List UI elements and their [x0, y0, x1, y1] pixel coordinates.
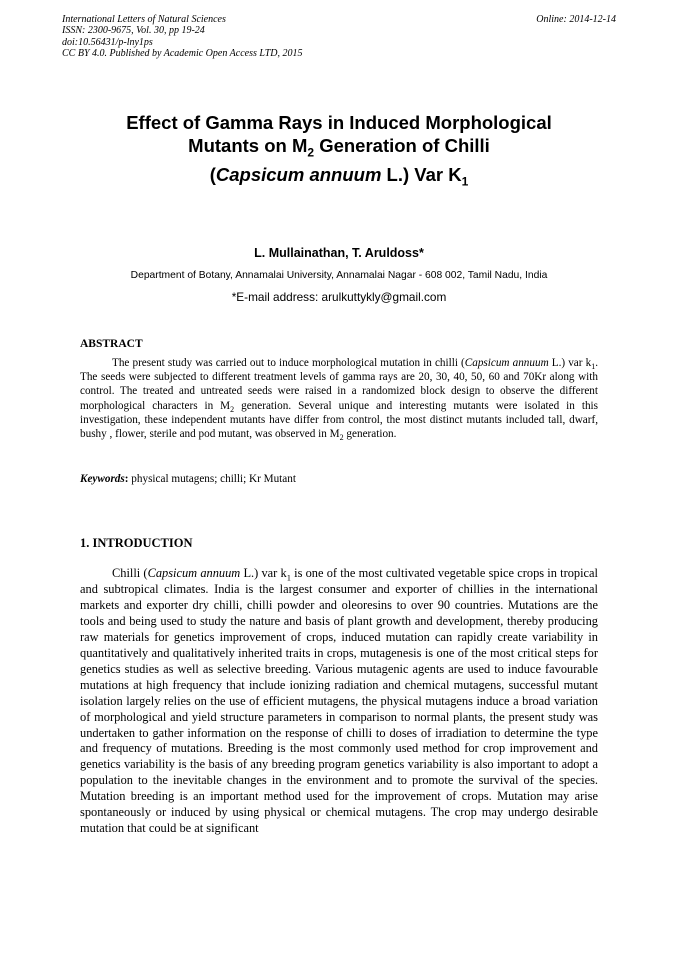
online-date: Online: 2014-12-14 [536, 14, 616, 25]
keywords-label: Keywords [80, 473, 125, 485]
abstract-text: The present study was carried out to induce morphological mutation in chilli (Capsicum annuum L.) var $k_1$. The seeds were subjected to different treatment levels of gamma rays are 20, 30, 40, 50, 60 and 70Kr along with control. The treated and untreated seeds were raised in a randomized block design to observe the different morphological characters in $M_2$ generation. Several unique and interesting mutants were isolated in this investigation, these independent mutants have differ from control, the most distinct mutants included tall, dwarf, bushy , flower, sterile and pod mutant, was observed in $M_2$ generation. [80, 357, 598, 443]
title-line-3: (Capsicum annuum L.) Var $K_1$ [209, 163, 469, 189]
paper-title [62, 112, 616, 193]
email-address[interactable]: *E-mail address: arulkuttykly@gmail.com [231, 290, 447, 304]
title-line-1: Effect of Gamma Rays in Induced Morphological [126, 112, 552, 133]
affiliation: Department of Botany, Annamalai University, Annamalai Nagar - 608 002, Tamil Nadu, India [130, 270, 548, 281]
keywords-text: physical mutagens; chilli; Kr Mutant [128, 473, 296, 485]
issn-line: ISSN: 2300-9675, Vol. 30, pp 19-24 [62, 25, 205, 37]
keywords: Keywords: physical mutagens; chilli; Kr Mutant [80, 473, 296, 485]
section-heading-introduction: 1. INTRODUCTION [80, 536, 193, 550]
species-name: Capsicum annuum [215, 163, 382, 185]
doi-line[interactable]: doi:10.56431/p-lny1ps [62, 36, 153, 48]
license-line: CC BY 4.0. Published by Academic Open Access LTD, 2015 [62, 48, 303, 60]
introduction-text: Chilli (Capsicum annuum L.) var $k_1$ is one of the most cultivated vegetable spice crops in tropical and subtropical climates. India is the largest consumer and exporter of chillies in the international markets and exporter dry chilli, chilli powder and oleoresins to over 90 countries. Mutations are the tools and being used to study the nature and basis of plant growth and development, thereby producing raw materials for genetics improvement of crops, induced mutation can rapidly create variability in quantitatively and qualitatively inherited traits in crops, mutagenesis is one of the most critical steps for genetics studies as well as selective breeding. Various mutagenic agents are used to induce favourable mutations at high frequency that include ionizing radiation and chemical mutagens, successful mutant isolation largely relies on the use of efficient mutagens, the physical mutagens induce a broad variation of morphological and yield structure parameters in comparison to normal plants, the present study was undertaken to gather information on the response of chilli to doses of irradiation to determine the type and frequency of mutations. Breeding is the most commonly used method for crop improvement and genetics variability is the basis of any breeding program genetics variability is also important to adopt a population to the inevitable changes in the environment and to promote the survival of the species. Mutation breeding is an important method used for the improvement of crops. Mutation may arise spontaneously or induced by using physical or chemical mutagens. The crop may undergo desirable mutation that could be at significant [80, 566, 598, 836]
journal-name: International Letters of Natural Sciences [62, 14, 226, 25]
abstract-heading: ABSTRACT [80, 338, 143, 350]
page-header [62, 14, 616, 60]
authors: L. Mullainathan, T. Aruldoss* [254, 246, 424, 260]
title-line-2: Mutants on $M_2$ Generation of Chilli [188, 134, 490, 160]
